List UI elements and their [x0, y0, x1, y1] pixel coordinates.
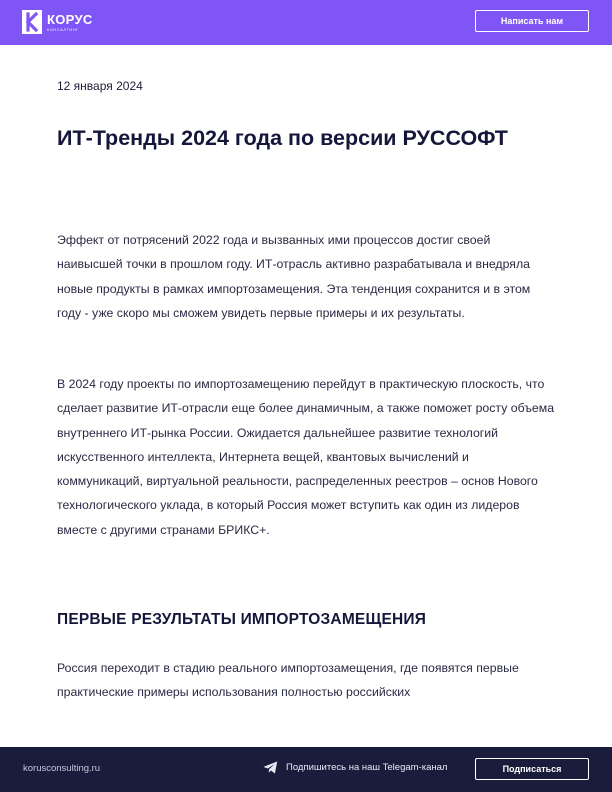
- article-paragraph: Эффект от потрясений 2022 года и вызванных ими процессов достиг своей наивысшей точки в прошлом году. ИТ-отрасль активно разрабатывала и внедряла новые продукты в рамках импортозамещения. Эта тенденция сохранится и в этом году - уже скоро мы сможем увидеть первые примеры и их результаты.: [57, 233, 531, 320]
- contact-us-button[interactable]: Написать нам: [475, 10, 589, 32]
- logo-subtitle: КОНСАЛТИНГ: [47, 26, 79, 32]
- article-title: ИТ-Тренды 2024 года по версии РУССОФТ: [57, 126, 508, 150]
- telegram-icon: [262, 759, 279, 776]
- top-header: [0, 0, 612, 45]
- section-paragraph: Россия переходит в стадию реального импортозамещения, где появятся первые практические примеры использования полностью российских: [57, 661, 519, 700]
- logo-name: КОРУС: [47, 11, 93, 27]
- korus-logo[interactable]: [22, 10, 93, 34]
- section-heading: ПЕРВЫЕ РЕЗУЛЬТАТЫ ИМПОРТОЗАМЕЩЕНИЯ: [57, 611, 427, 628]
- telegram-link[interactable]: [262, 759, 447, 776]
- bottom-footer: [0, 747, 612, 792]
- subscribe-button[interactable]: Подписаться: [475, 758, 589, 780]
- site-link[interactable]: korusconsulting.ru: [23, 763, 101, 774]
- telegram-text: Подпишитесь на наш Telegam-канал: [286, 762, 448, 773]
- korus-logo-icon: [22, 10, 42, 34]
- article-date: 12 января 2024: [57, 79, 143, 93]
- article-paragraph: В 2024 году проекты по импортозамещению перейдут в практическую плоскость, что сделает развитие ИТ-отрасли еще более динамичным, а также поможет росту объема внутреннего ИТ-рынка России. Ожидается дальнейшее развитие технологий искусственного интеллекта, Интернета вещей, квантовых вычислений и коммуникаций, виртуальной реальности, распределенных реестров – основ Нового технологического уклада, в который Россия может вступить как один из лидеров вместе с другими странами БРИКС+.: [57, 377, 555, 537]
